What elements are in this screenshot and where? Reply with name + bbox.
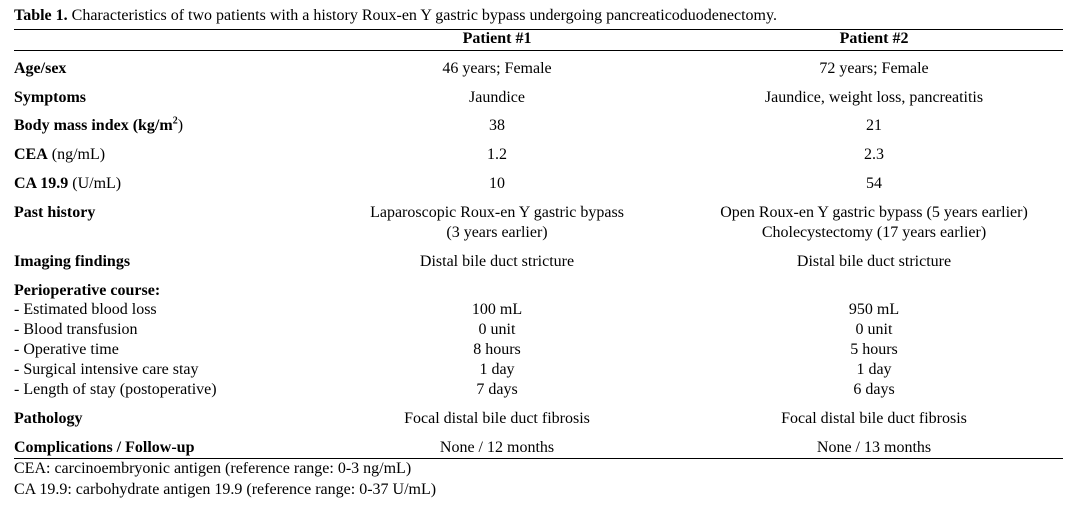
table-caption — [14, 7, 777, 25]
cell-complications-patient-1: None / 12 months — [439, 439, 555, 456]
column-header-patient-2: Patient #2 — [839, 30, 909, 47]
footnote-cea: CEA: carcinoembryonic antigen (reference range: 0-3 ng/mL) — [14, 460, 412, 477]
cell-length-of-stay-patient-1: 7 days — [476, 381, 518, 398]
row-label-past-history: Past history — [14, 204, 96, 221]
row-label-icu-stay: - Surgical intensive care stay — [14, 361, 199, 378]
cell-blood-loss-patient-1: 100 mL — [471, 301, 523, 318]
cell-pathology-patient-1: Focal distal bile duct fibrosis — [404, 410, 590, 427]
cell-imaging-patient-1: Distal bile duct stricture — [419, 253, 575, 270]
cell-operative-time-patient-2: 5 hours — [850, 341, 898, 358]
cell-pathology-patient-2: Focal distal bile duct fibrosis — [781, 410, 967, 427]
row-label-ca199 — [14, 174, 121, 194]
cell-cea-patient-1: 1.2 — [487, 146, 507, 163]
cell-past-history-patient-1-line1: Laparoscopic Roux-en Y gastric bypass — [370, 204, 624, 221]
row-label-operative-time: - Operative time — [14, 341, 119, 358]
cell-length-of-stay-patient-2: 6 days — [853, 381, 895, 398]
cell-ca199-patient-1: 10 — [489, 175, 505, 192]
row-label-pathology: Pathology — [14, 410, 83, 427]
cell-past-history-patient-1-line2: (3 years earlier) — [446, 224, 548, 241]
cell-past-history-patient-2-line1: Open Roux-en Y gastric bypass (5 years earlier) — [720, 204, 1028, 221]
row-label-bmi — [14, 116, 183, 136]
row-label-imaging-findings: Imaging findings — [14, 253, 131, 270]
footnote-ca199: CA 19.9: carbohydrate antigen 19.9 (reference range: 0-37 U/mL) — [14, 481, 437, 498]
cell-ca199-patient-2: 54 — [866, 175, 882, 192]
cell-operative-time-patient-1: 8 hours — [473, 341, 521, 358]
cell-age-sex-patient-1: 46 years; Female — [442, 60, 552, 77]
cell-past-history-patient-2-line2: Cholecystectomy (17 years earlier) — [761, 224, 987, 241]
cell-blood-transfusion-patient-2: 0 unit — [855, 321, 893, 338]
cell-complications-patient-2: None / 13 months — [816, 439, 932, 456]
row-label-cea-unit: (ng/mL) — [47, 146, 106, 163]
table-caption-text: Characteristics of two patients with a history Roux-en Y gastric bypass undergoing pancreaticoduodenectomy. — [67, 7, 777, 24]
row-label-bmi-text: Body mass index (kg/m — [14, 117, 173, 134]
row-label-perioperative-course: Perioperative course: — [14, 282, 161, 299]
row-label-blood-loss: - Estimated blood loss — [14, 301, 157, 318]
row-label-cea-name: CEA — [14, 146, 48, 163]
cell-icu-stay-patient-1: 1 day — [479, 361, 515, 378]
row-label-ca199-unit: (U/mL) — [68, 175, 122, 192]
row-label-bmi-close: ) — [177, 117, 184, 134]
cell-symptoms-patient-1: Jaundice — [469, 89, 525, 106]
row-label-bmi-sup: 2 — [172, 115, 178, 127]
row-label-length-of-stay: - Length of stay (postoperative) — [14, 381, 217, 398]
bottom-rule — [14, 458, 1063, 459]
row-label-ca199-name: CA 19.9 — [14, 175, 69, 192]
cell-imaging-patient-2: Distal bile duct stricture — [796, 253, 952, 270]
row-label-symptoms: Symptoms — [14, 89, 87, 106]
column-header-patient-1: Patient #1 — [462, 30, 532, 47]
cell-bmi-patient-1: 38 — [489, 117, 505, 134]
table-caption-label: Table 1. — [14, 7, 68, 24]
header-rule — [14, 50, 1063, 51]
cell-cea-patient-2: 2.3 — [864, 146, 884, 163]
cell-bmi-patient-2: 21 — [866, 117, 882, 134]
row-label-cea — [14, 145, 105, 165]
cell-symptoms-patient-2: Jaundice, weight loss, pancreatitis — [764, 89, 984, 106]
row-label-blood-transfusion: - Blood transfusion — [14, 321, 138, 338]
cell-blood-loss-patient-2: 950 mL — [848, 301, 900, 318]
cell-blood-transfusion-patient-1: 0 unit — [478, 321, 516, 338]
row-label-complications: Complications / Follow-up — [14, 439, 195, 456]
cell-age-sex-patient-2: 72 years; Female — [819, 60, 929, 77]
cell-icu-stay-patient-2: 1 day — [856, 361, 892, 378]
row-label-age-sex: Age/sex — [14, 60, 67, 77]
